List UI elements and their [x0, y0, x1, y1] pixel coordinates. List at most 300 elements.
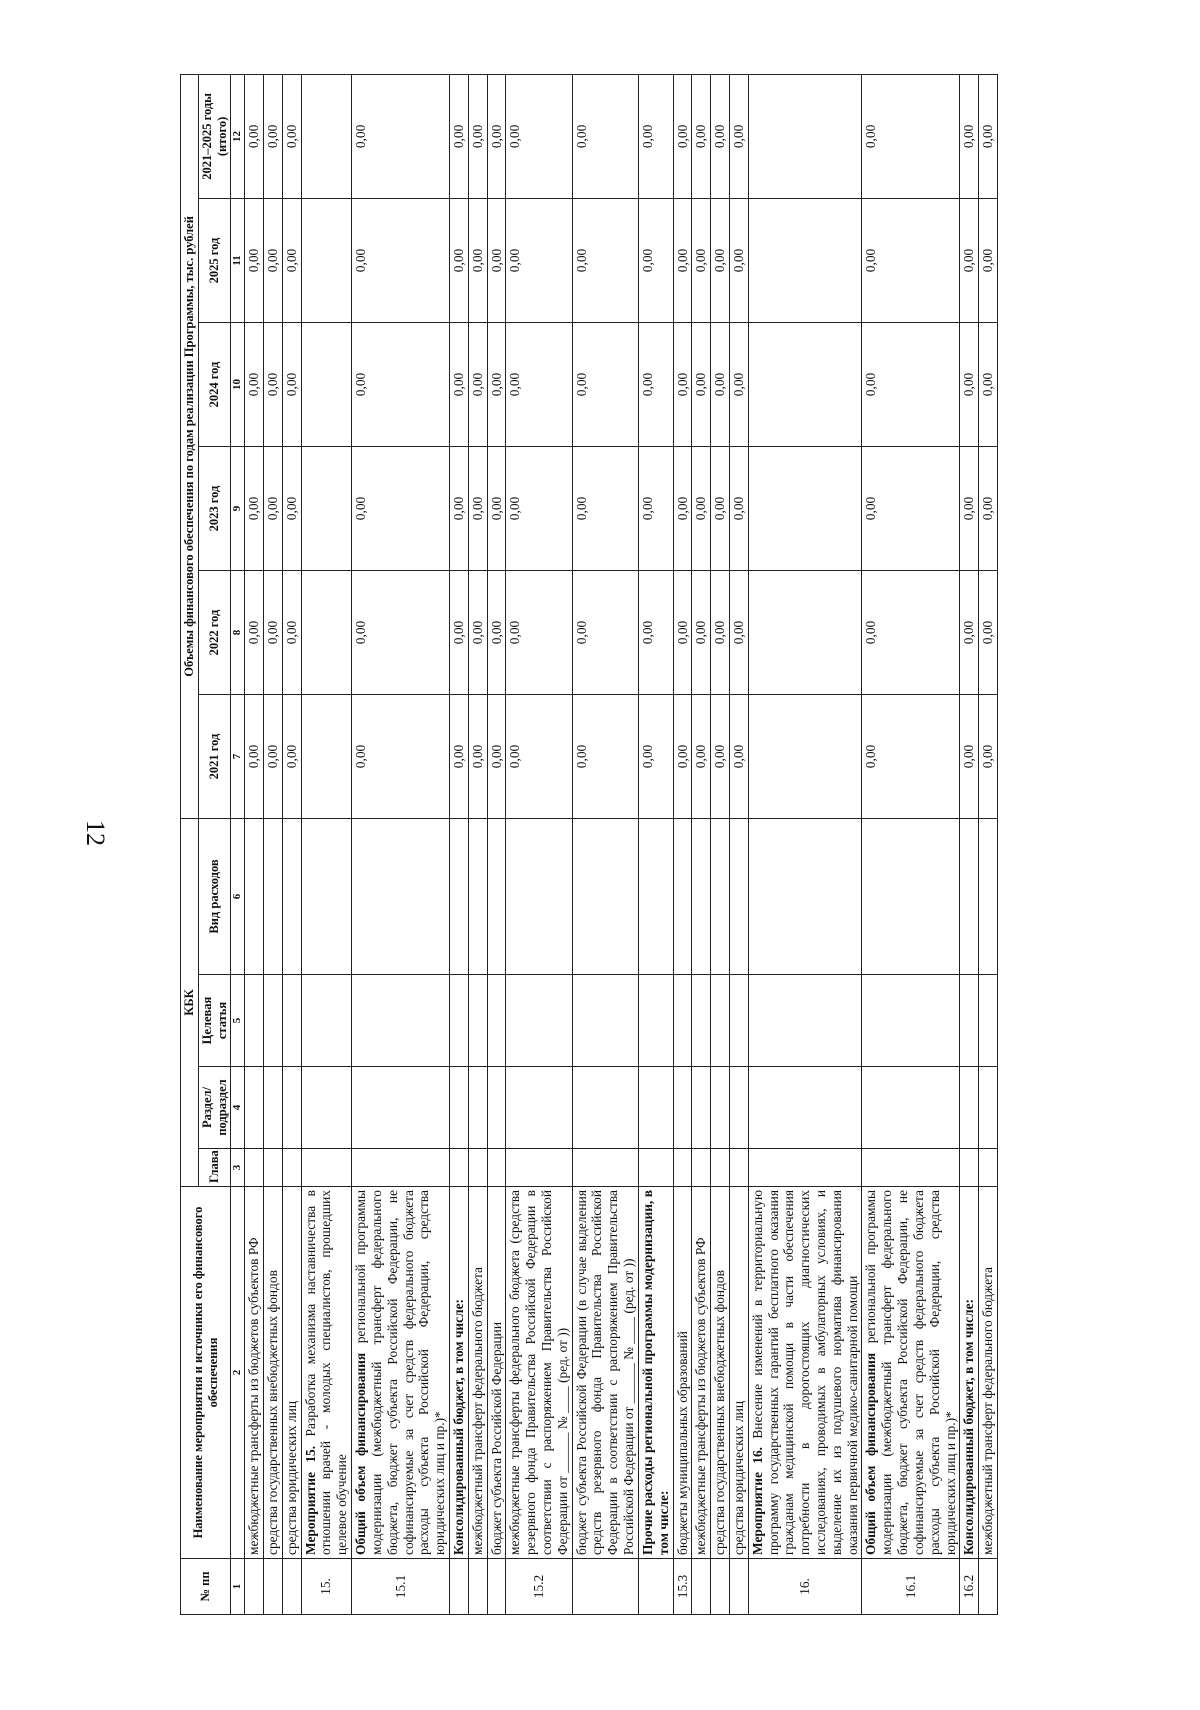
row-number — [449, 1559, 468, 1615]
row-name-text: средства государственных внебюджетных фондов — [265, 1270, 281, 1555]
value-cell — [748, 570, 862, 694]
kbk-cell — [711, 1149, 730, 1187]
kbk-cell — [449, 975, 468, 1067]
value-cell: 0,00 — [245, 74, 264, 198]
kbk-cell — [748, 975, 862, 1067]
value-cell: 0,00 — [449, 446, 468, 570]
row-name — [960, 1187, 979, 1559]
value-cell: 0,00 — [449, 198, 468, 322]
row-number — [487, 1559, 506, 1615]
value-cell: 0,00 — [506, 74, 572, 198]
kbk-cell — [352, 1149, 450, 1187]
value-cell: 0,00 — [979, 322, 998, 446]
row-number — [264, 1559, 283, 1615]
col-number: 1 — [231, 1559, 245, 1615]
value-cell: 0,00 — [979, 74, 998, 198]
row-name-lead: Консолидированный бюджет, в том числе: — [961, 1298, 977, 1555]
col-number: 10 — [231, 322, 245, 446]
kbk-cell — [673, 1067, 692, 1149]
value-cell: 0,00 — [487, 322, 506, 446]
kbk-cell — [862, 975, 960, 1067]
value-cell: 0,00 — [572, 198, 638, 322]
kbk-cell — [692, 818, 711, 974]
value-cell: 0,00 — [729, 322, 748, 446]
value-cell: 0,00 — [506, 446, 572, 570]
row-name — [692, 1187, 711, 1559]
kbk-cell — [282, 818, 301, 974]
row-name — [979, 1187, 998, 1559]
col-number: 8 — [231, 570, 245, 694]
kbk-cell — [449, 1067, 468, 1149]
value-cell: 0,00 — [638, 694, 673, 818]
row-number — [729, 1559, 748, 1615]
kbk-cell — [979, 975, 998, 1067]
kbk-cell — [264, 818, 283, 974]
value-cell: 0,00 — [468, 694, 487, 818]
value-cell: 0,00 — [960, 322, 979, 446]
row-name — [572, 1187, 638, 1559]
value-cell: 0,00 — [960, 570, 979, 694]
header-year: 2021–2025 годы (итого) — [198, 74, 231, 198]
row-name-text: Внесение изменений в территориальную программу государственных гарантий бесплатного оказания гражданам медицинской помощи в части обеспечения потребности в дорогостоящих диагностических исследованиях, проводимых в амбулаторных условиях, и выделение их из подушевого норматива финансирования оказания первичной медико-санитарной помощи — [749, 1190, 860, 1555]
col-number: 6 — [231, 818, 245, 974]
table-row — [638, 74, 673, 1614]
value-cell: 0,00 — [711, 198, 730, 322]
header-year: 2025 год — [198, 198, 231, 322]
value-cell: 0,00 — [506, 570, 572, 694]
value-cell: 0,00 — [572, 74, 638, 198]
value-cell: 0,00 — [673, 322, 692, 446]
kbk-cell — [572, 1149, 638, 1187]
kbk-cell — [979, 818, 998, 974]
table-row — [449, 74, 468, 1614]
kbk-cell — [487, 975, 506, 1067]
kbk-cell — [301, 975, 351, 1067]
row-number — [692, 1559, 711, 1615]
value-cell: 0,00 — [711, 694, 730, 818]
header-name: Наименование мероприятия и источники его финансового обеспечения — [181, 1187, 231, 1559]
row-number: 15.1 — [352, 1559, 450, 1615]
value-cell: 0,00 — [638, 74, 673, 198]
value-cell: 0,00 — [572, 570, 638, 694]
value-cell: 0,00 — [692, 694, 711, 818]
kbk-cell — [638, 975, 673, 1067]
row-name-lead: Консолидированный бюджет, в том числе: — [450, 1298, 466, 1555]
value-cell: 0,00 — [729, 74, 748, 198]
table-row — [487, 74, 506, 1614]
kbk-cell — [638, 1067, 673, 1149]
row-number: 15.3 — [673, 1559, 692, 1615]
row-name — [449, 1187, 468, 1559]
row-name — [862, 1187, 960, 1559]
value-cell: 0,00 — [692, 570, 711, 694]
value-cell — [748, 446, 862, 570]
kbk-cell — [748, 1067, 862, 1149]
value-cell: 0,00 — [960, 198, 979, 322]
value-cell: 0,00 — [862, 198, 960, 322]
value-cell: 0,00 — [711, 74, 730, 198]
row-name — [748, 1187, 862, 1559]
kbk-cell — [572, 818, 638, 974]
value-cell: 0,00 — [979, 446, 998, 570]
value-cell: 0,00 — [352, 322, 450, 446]
kbk-cell — [711, 818, 730, 974]
table-row — [979, 74, 998, 1614]
col-number: 2 — [231, 1187, 245, 1559]
row-name — [264, 1187, 283, 1559]
kbk-cell — [506, 975, 572, 1067]
value-cell: 0,00 — [729, 198, 748, 322]
table-row — [352, 74, 450, 1614]
table-row — [673, 74, 692, 1614]
row-name — [245, 1187, 264, 1559]
row-name — [673, 1187, 692, 1559]
value-cell: 0,00 — [487, 74, 506, 198]
value-cell: 0,00 — [862, 322, 960, 446]
row-name-text: средства юридических лиц — [283, 1401, 299, 1555]
value-cell: 0,00 — [282, 198, 301, 322]
kbk-cell — [729, 1067, 748, 1149]
kbk-cell — [711, 1067, 730, 1149]
kbk-cell — [638, 1149, 673, 1187]
value-cell: 0,00 — [673, 570, 692, 694]
value-cell: 0,00 — [487, 198, 506, 322]
value-cell: 0,00 — [673, 74, 692, 198]
value-cell: 0,00 — [572, 322, 638, 446]
row-name-lead: Общий объем финансирования — [353, 1352, 369, 1555]
kbk-cell — [301, 1067, 351, 1149]
kbk-cell — [748, 818, 862, 974]
row-name — [468, 1187, 487, 1559]
value-cell: 0,00 — [264, 446, 283, 570]
kbk-cell — [572, 975, 638, 1067]
col-number: 4 — [231, 1067, 245, 1149]
kbk-cell — [960, 975, 979, 1067]
kbk-cell — [729, 1149, 748, 1187]
row-name-text: бюджет субъекта Российской Федерации — [488, 1321, 504, 1555]
row-name-text: средства юридических лиц — [730, 1401, 746, 1555]
kbk-cell — [264, 1149, 283, 1187]
table-row — [729, 74, 748, 1614]
financing-table — [180, 74, 998, 1615]
kbk-cell — [468, 1149, 487, 1187]
value-cell: 0,00 — [449, 694, 468, 818]
kbk-cell — [487, 818, 506, 974]
kbk-cell — [282, 975, 301, 1067]
value-cell: 0,00 — [506, 322, 572, 446]
kbk-cell — [960, 1149, 979, 1187]
row-name — [282, 1187, 301, 1559]
kbk-cell — [264, 1067, 283, 1149]
table-row — [692, 74, 711, 1614]
kbk-cell — [282, 1149, 301, 1187]
value-cell: 0,00 — [282, 694, 301, 818]
row-name-text: региональной программы модернизации (межбюджетный трансферт федерального бюджета, бюджет субъекта Российской Федерации, не софинансируемые за счет средств федерального бюджета расходы субъекта Российской Федерации, средства юридических лиц и пр.)* — [353, 1190, 448, 1555]
kbk-cell — [673, 818, 692, 974]
value-cell: 0,00 — [352, 446, 450, 570]
header-no: № пп — [181, 1559, 231, 1615]
value-cell: 0,00 — [572, 446, 638, 570]
value-cell: 0,00 — [711, 322, 730, 446]
kbk-cell — [638, 818, 673, 974]
kbk-cell — [506, 1067, 572, 1149]
kbk-cell — [487, 1067, 506, 1149]
row-number: 16.2 — [960, 1559, 979, 1615]
kbk-cell — [673, 975, 692, 1067]
header-year: 2024 год — [198, 322, 231, 446]
value-cell — [748, 322, 862, 446]
kbk-cell — [487, 1149, 506, 1187]
kbk-cell — [748, 1149, 862, 1187]
table-row — [264, 74, 283, 1614]
value-cell: 0,00 — [960, 446, 979, 570]
value-cell: 0,00 — [862, 446, 960, 570]
row-number — [979, 1559, 998, 1615]
kbk-cell — [245, 818, 264, 974]
kbk-cell — [449, 818, 468, 974]
table-row — [245, 74, 264, 1614]
row-number: 16.1 — [862, 1559, 960, 1615]
kbk-cell — [979, 1067, 998, 1149]
row-name-lead: Мероприятие 15. — [302, 1445, 318, 1555]
kbk-cell — [245, 1067, 264, 1149]
row-name — [352, 1187, 450, 1559]
value-cell: 0,00 — [862, 74, 960, 198]
table-row — [282, 74, 301, 1614]
row-number — [245, 1559, 264, 1615]
kbk-cell — [692, 1067, 711, 1149]
row-name-text: средства государственных внебюджетных фондов — [712, 1270, 728, 1555]
kbk-cell — [449, 1149, 468, 1187]
kbk-cell — [301, 1149, 351, 1187]
kbk-cell — [692, 1149, 711, 1187]
value-cell: 0,00 — [506, 694, 572, 818]
value-cell: 0,00 — [692, 198, 711, 322]
value-cell — [301, 446, 351, 570]
header-razdel: Раздел/ подраздел — [198, 1067, 231, 1149]
value-cell: 0,00 — [673, 198, 692, 322]
kbk-cell — [468, 975, 487, 1067]
value-cell: 0,00 — [862, 694, 960, 818]
value-cell: 0,00 — [673, 694, 692, 818]
value-cell: 0,00 — [282, 74, 301, 198]
table-row — [862, 74, 960, 1614]
kbk-cell — [264, 975, 283, 1067]
value-cell: 0,00 — [638, 446, 673, 570]
header-kbk: КБК — [181, 818, 199, 1186]
kbk-cell — [506, 818, 572, 974]
kbk-cell — [468, 1067, 487, 1149]
value-cell: 0,00 — [245, 198, 264, 322]
value-cell — [301, 694, 351, 818]
value-cell: 0,00 — [468, 570, 487, 694]
value-cell: 0,00 — [692, 446, 711, 570]
value-cell: 0,00 — [638, 570, 673, 694]
kbk-cell — [506, 1149, 572, 1187]
value-cell: 0,00 — [711, 446, 730, 570]
value-cell: 0,00 — [692, 322, 711, 446]
value-cell: 0,00 — [449, 322, 468, 446]
kbk-cell — [862, 1149, 960, 1187]
kbk-cell — [960, 818, 979, 974]
kbk-cell — [960, 1067, 979, 1149]
row-name-lead: Мероприятие 16. — [749, 1447, 765, 1555]
row-name-text: межбюджетные трансферты из бюджетов субъектов РФ — [246, 1237, 262, 1555]
kbk-cell — [301, 818, 351, 974]
value-cell: 0,00 — [449, 570, 468, 694]
kbk-cell — [862, 818, 960, 974]
kbk-cell — [352, 818, 450, 974]
value-cell: 0,00 — [487, 570, 506, 694]
value-cell: 0,00 — [468, 446, 487, 570]
col-number: 9 — [231, 446, 245, 570]
col-number: 11 — [231, 198, 245, 322]
row-name-text: межбюджетный трансферт федерального бюджета — [980, 1267, 996, 1555]
row-number — [282, 1559, 301, 1615]
value-cell: 0,00 — [468, 322, 487, 446]
row-name — [638, 1187, 673, 1559]
value-cell: 0,00 — [245, 446, 264, 570]
row-name — [487, 1187, 506, 1559]
row-name-text: региональной программы модернизации (межбюджетный трансферт федерального бюджета, бюджет субъекта Российской Федерации, не софинансируемые за счет средств федерального бюджета расходы субъекта Российской Федерации, средства юридических лиц и пр.)* — [863, 1190, 958, 1555]
value-cell: 0,00 — [245, 694, 264, 818]
value-cell: 0,00 — [468, 74, 487, 198]
value-cell: 0,00 — [282, 570, 301, 694]
col-number: 7 — [231, 694, 245, 818]
value-cell: 0,00 — [729, 446, 748, 570]
header-year: 2021 год — [198, 694, 231, 818]
row-number — [711, 1559, 730, 1615]
value-cell: 0,00 — [264, 74, 283, 198]
kbk-cell — [979, 1149, 998, 1187]
page-number: 12 — [81, 820, 110, 846]
row-number: 16. — [748, 1559, 862, 1615]
row-name — [729, 1187, 748, 1559]
row-number: 15.2 — [506, 1559, 572, 1615]
kbk-cell — [245, 1149, 264, 1187]
value-cell — [301, 570, 351, 694]
kbk-cell — [245, 975, 264, 1067]
value-cell: 0,00 — [352, 694, 450, 818]
kbk-cell — [729, 975, 748, 1067]
kbk-cell — [692, 975, 711, 1067]
value-cell — [748, 74, 862, 198]
value-cell — [301, 198, 351, 322]
header-year: 2022 год — [198, 570, 231, 694]
value-cell — [301, 322, 351, 446]
row-name — [711, 1187, 730, 1559]
row-name-text: Разработка механизма наставничества в отношении врачей - молодых специалистов, прошедших целевое обучение — [302, 1190, 350, 1555]
kbk-cell — [673, 1149, 692, 1187]
row-name-lead: Общий объем финансирования — [863, 1352, 879, 1555]
row-number — [572, 1559, 638, 1615]
kbk-cell — [282, 1067, 301, 1149]
value-cell: 0,00 — [487, 694, 506, 818]
row-number — [468, 1559, 487, 1615]
table-row — [748, 74, 862, 1614]
value-cell: 0,00 — [487, 446, 506, 570]
value-cell: 0,00 — [979, 570, 998, 694]
header-statya: Целевая статья — [198, 975, 231, 1067]
col-number: 12 — [231, 74, 245, 198]
kbk-cell — [572, 1067, 638, 1149]
value-cell: 0,00 — [729, 694, 748, 818]
value-cell: 0,00 — [282, 446, 301, 570]
table-row — [960, 74, 979, 1614]
value-cell: 0,00 — [506, 198, 572, 322]
value-cell: 0,00 — [960, 74, 979, 198]
row-name-text: межбюджетный трансферт федерального бюджета — [469, 1267, 485, 1555]
value-cell: 0,00 — [711, 570, 730, 694]
value-cell: 0,00 — [692, 74, 711, 198]
header-volumes: Объемы финансового обеспечения по годам реализации Программы, тыс. рублей — [181, 74, 199, 818]
value-cell: 0,00 — [862, 570, 960, 694]
table-row — [468, 74, 487, 1614]
value-cell — [748, 198, 862, 322]
header-year: 2023 год — [198, 446, 231, 570]
table-body — [245, 74, 998, 1614]
value-cell: 0,00 — [264, 322, 283, 446]
row-name — [506, 1187, 572, 1559]
col-number: 5 — [231, 975, 245, 1067]
row-number — [638, 1559, 673, 1615]
table-row — [506, 74, 572, 1614]
value-cell — [301, 74, 351, 198]
value-cell: 0,00 — [352, 570, 450, 694]
kbk-cell — [352, 975, 450, 1067]
value-cell: 0,00 — [264, 694, 283, 818]
value-cell: 0,00 — [264, 198, 283, 322]
row-name-text: межбюджетные трансферты из бюджетов субъектов РФ — [693, 1237, 709, 1555]
row-name-text: бюджеты муниципальных образований — [674, 1331, 690, 1555]
row-name-text: межбюджетные трансферты федерального бюджета (средства резервного фонда Правительства Российской Федерации в соответствии с распоряжением Правительства Российской Федерации от ______ № ____ (ред. от )) — [507, 1190, 570, 1555]
value-cell: 0,00 — [468, 198, 487, 322]
col-number: 3 — [231, 1149, 245, 1187]
table-row — [711, 74, 730, 1614]
value-cell: 0,00 — [282, 322, 301, 446]
value-cell: 0,00 — [979, 198, 998, 322]
row-name — [301, 1187, 351, 1559]
kbk-cell — [862, 1067, 960, 1149]
value-cell: 0,00 — [352, 198, 450, 322]
value-cell: 0,00 — [352, 74, 450, 198]
value-cell: 0,00 — [572, 694, 638, 818]
header-glava: Глава — [198, 1149, 231, 1187]
row-number: 15. — [301, 1559, 351, 1615]
value-cell: 0,00 — [449, 74, 468, 198]
kbk-cell — [711, 975, 730, 1067]
value-cell: 0,00 — [638, 198, 673, 322]
row-name-text: бюджет субъекта Российской Федерации (в случае выделения средств резервного фонда Правительства Российской Федерации в соответствии с распоряжением Правительства Российской Федерации от ______ № ____ (ред. от )) — [573, 1190, 637, 1555]
value-cell: 0,00 — [245, 322, 264, 446]
value-cell: 0,00 — [245, 570, 264, 694]
value-cell: 0,00 — [979, 694, 998, 818]
table-row — [572, 74, 638, 1614]
rotated-table-wrapper — [180, 75, 1200, 1615]
value-cell: 0,00 — [960, 694, 979, 818]
row-name-lead: Прочие расходы региональной программы модернизации, в том числе: — [639, 1190, 671, 1555]
kbk-cell — [729, 818, 748, 974]
value-cell: 0,00 — [673, 446, 692, 570]
value-cell: 0,00 — [264, 570, 283, 694]
kbk-cell — [468, 818, 487, 974]
header-vid: Вид расходов — [198, 818, 231, 974]
value-cell — [748, 694, 862, 818]
kbk-cell — [352, 1067, 450, 1149]
table-row — [301, 74, 351, 1614]
value-cell: 0,00 — [638, 322, 673, 446]
value-cell: 0,00 — [729, 570, 748, 694]
